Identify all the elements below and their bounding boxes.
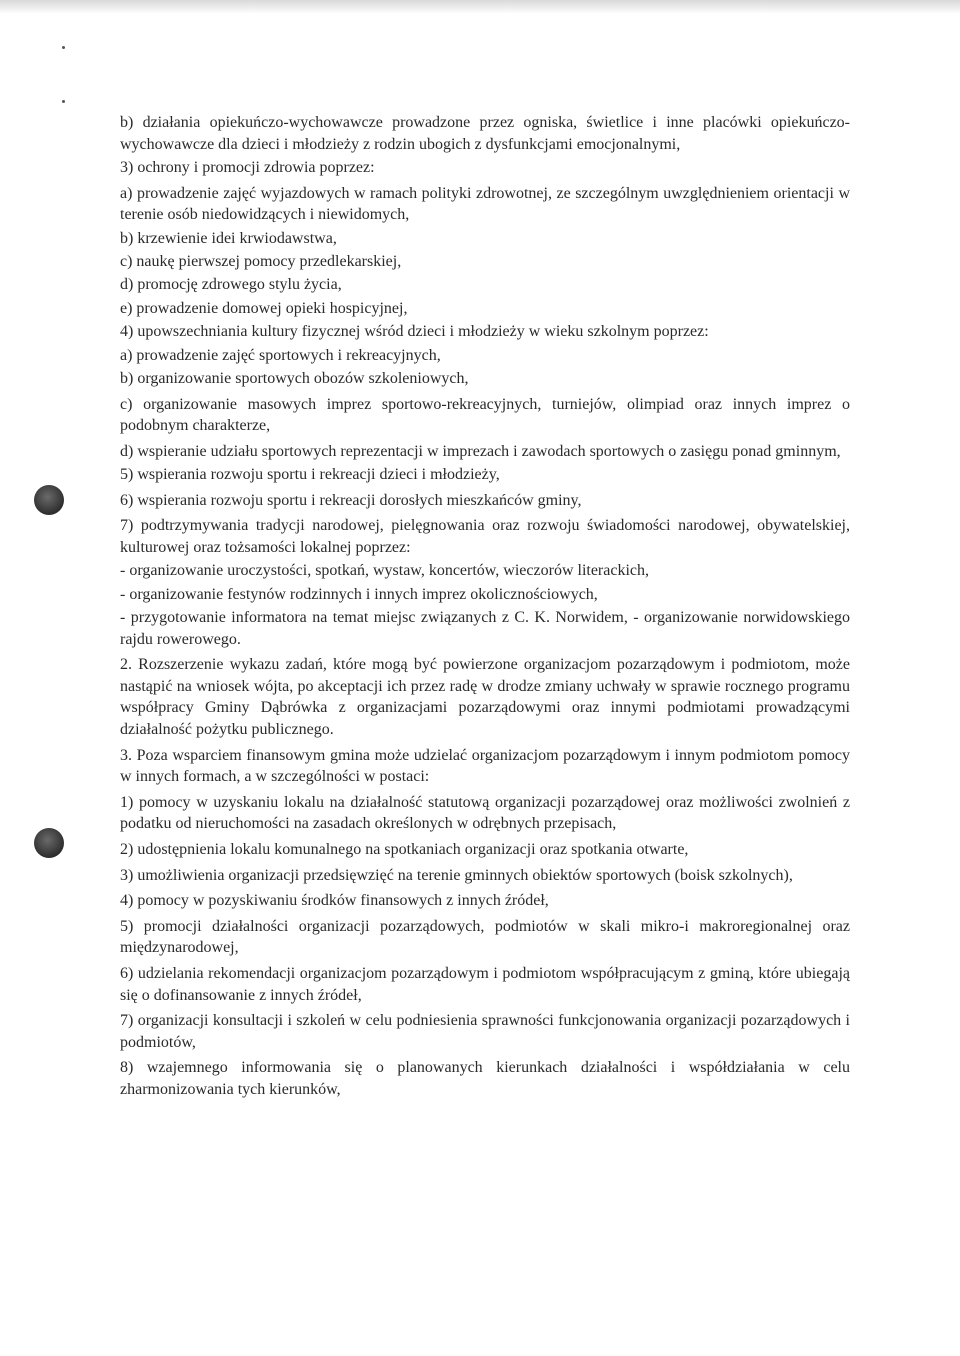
paragraph: 3) umożliwienia organizacji przedsięwzięć na terenie gminnych obiektów sportowych (boisk szkolnych), [120, 866, 793, 884]
paragraph: 2. Rozszerzenie wykazu zadań, które mogą być powierzone organizacjom pozarządowym i podmiotom, może nastąpić na wniosek wójta, po akceptacji ich przez radę w drodze zmiany uchwały w sprawie rocznego programu współpracy Gminy Dąbrówka z organizacjami pozarządowymi oraz innymi podmiotami prowadzącymi działalność pożytku publicznego. [120, 656, 850, 738]
page-top-edge [0, 0, 960, 14]
paragraph: 5) promocji działalności organizacji pozarządowych, podmiotów w skali mikro-i makroregionalnej oraz międzynarodowej, [120, 917, 850, 957]
paragraph: a) prowadzenie zajęć wyjazdowych w ramach polityki zdrowotnej, ze szczególnym uwzględnieniem orientacji w terenie osób niedowidzących i niewidomych, [120, 184, 850, 224]
paragraph: 3. Poza wsparciem finansowym gmina może udzielać organizacjom pozarządowym i innym podmiotom pomocy w innych formach, a w szczególności w postaci: [120, 746, 850, 786]
paragraph: d) wspieranie udziału sportowych reprezentacji w imprezach i zawodach sportowych o zasięgu ponad gminnym, [120, 442, 841, 460]
paragraph: c) organizowanie masowych imprez sportowo-rekreacyjnych, turniejów, olimpiad oraz innych imprez o podobnym charakterze, [120, 395, 850, 435]
paragraph: - organizowanie festynów rodzinnych i innych imprez okolicznościowych, [120, 585, 598, 603]
paragraph: b) działania opiekuńczo-wychowawcze prowadzone przez ogniska, świetlice i inne placówki opiekuńczo-wychowawcze dla dzieci i młodzieży z rodzin ubogich z dysfunkcjami emocjonalnymi, [120, 114, 850, 153]
scan-speck [62, 100, 65, 103]
paragraph: 8) wzajemnego informowania się o planowanych kierunkach działalności i współdziałania w celu zharmonizowania tych kierunków, [120, 1059, 850, 1098]
paragraph: a) prowadzenie zajęć sportowych i rekreacyjnych, [120, 346, 441, 364]
paragraph: 4) upowszechniania kultury fizycznej wśród dzieci i młodzieży w wieku szkolnym poprzez: [120, 323, 709, 341]
paragraph: 7) podtrzymywania tradycji narodowej, pielęgnowania oraz rozwoju świadomości narodowej, obywatelskiej, kulturowej oraz tożsamości lokalnej poprzez: [120, 517, 850, 556]
paragraph: 7) organizacji konsultacji i szkoleń w celu podniesienia sprawności funkcjonowania organizacji pozarządowych i podmiotów, [120, 1012, 850, 1051]
paragraph: - przygotowanie informatora na temat miejsc związanych z C. K. Norwidem, - organizowanie norwidowskiego rajdu rowerowego. [120, 609, 850, 648]
paragraph: 1) pomocy w uzyskaniu lokalu na działalność statutową organizacji pozarządowej oraz możliwości zwolnień z podatku od nieruchomości na zasadach określonych w odrębnych przepisach, [120, 793, 850, 833]
paragraph: d) promocję zdrowego stylu życia, [120, 276, 342, 294]
paragraph: 5) wspierania rozwoju sportu i rekreacji dzieci i młodzieży, [120, 466, 500, 484]
scan-speck [62, 46, 65, 49]
paragraph: 6) udzielania rekomendacji organizacjom pozarządowym i podmiotom współpracującym z gminą, które ubiegają się o dofinansowanie z innych źródeł, [120, 964, 850, 1004]
paragraph: b) krzewienie idei krwiodawstwa, [120, 229, 337, 247]
paragraph: - organizowanie uroczystości, spotkań, wystaw, koncertów, wieczorów literackich, [120, 562, 650, 580]
paragraph: b) organizowanie sportowych obozów szkoleniowych, [120, 369, 469, 387]
paragraph: e) prowadzenie domowej opieki hospicyjnej, [120, 299, 408, 317]
paragraph: 4) pomocy w pozyskiwaniu środków finansowych z innych źródeł, [120, 892, 549, 910]
paragraph: 2) udostępnienia lokalu komunalnego na spotkaniach organizacji oraz spotkania otwarte, [120, 840, 689, 858]
punch-hole-lower [34, 828, 64, 858]
paragraph: 3) ochrony i promocji zdrowia poprzez: [120, 158, 375, 176]
document-body [120, 112, 850, 1102]
punch-hole-upper [34, 485, 64, 515]
paragraph: c) naukę pierwszej pomocy przedlekarskiej, [120, 252, 402, 270]
paragraph: 6) wspierania rozwoju sportu i rekreacji dorosłych mieszkańców gminy, [120, 491, 582, 509]
